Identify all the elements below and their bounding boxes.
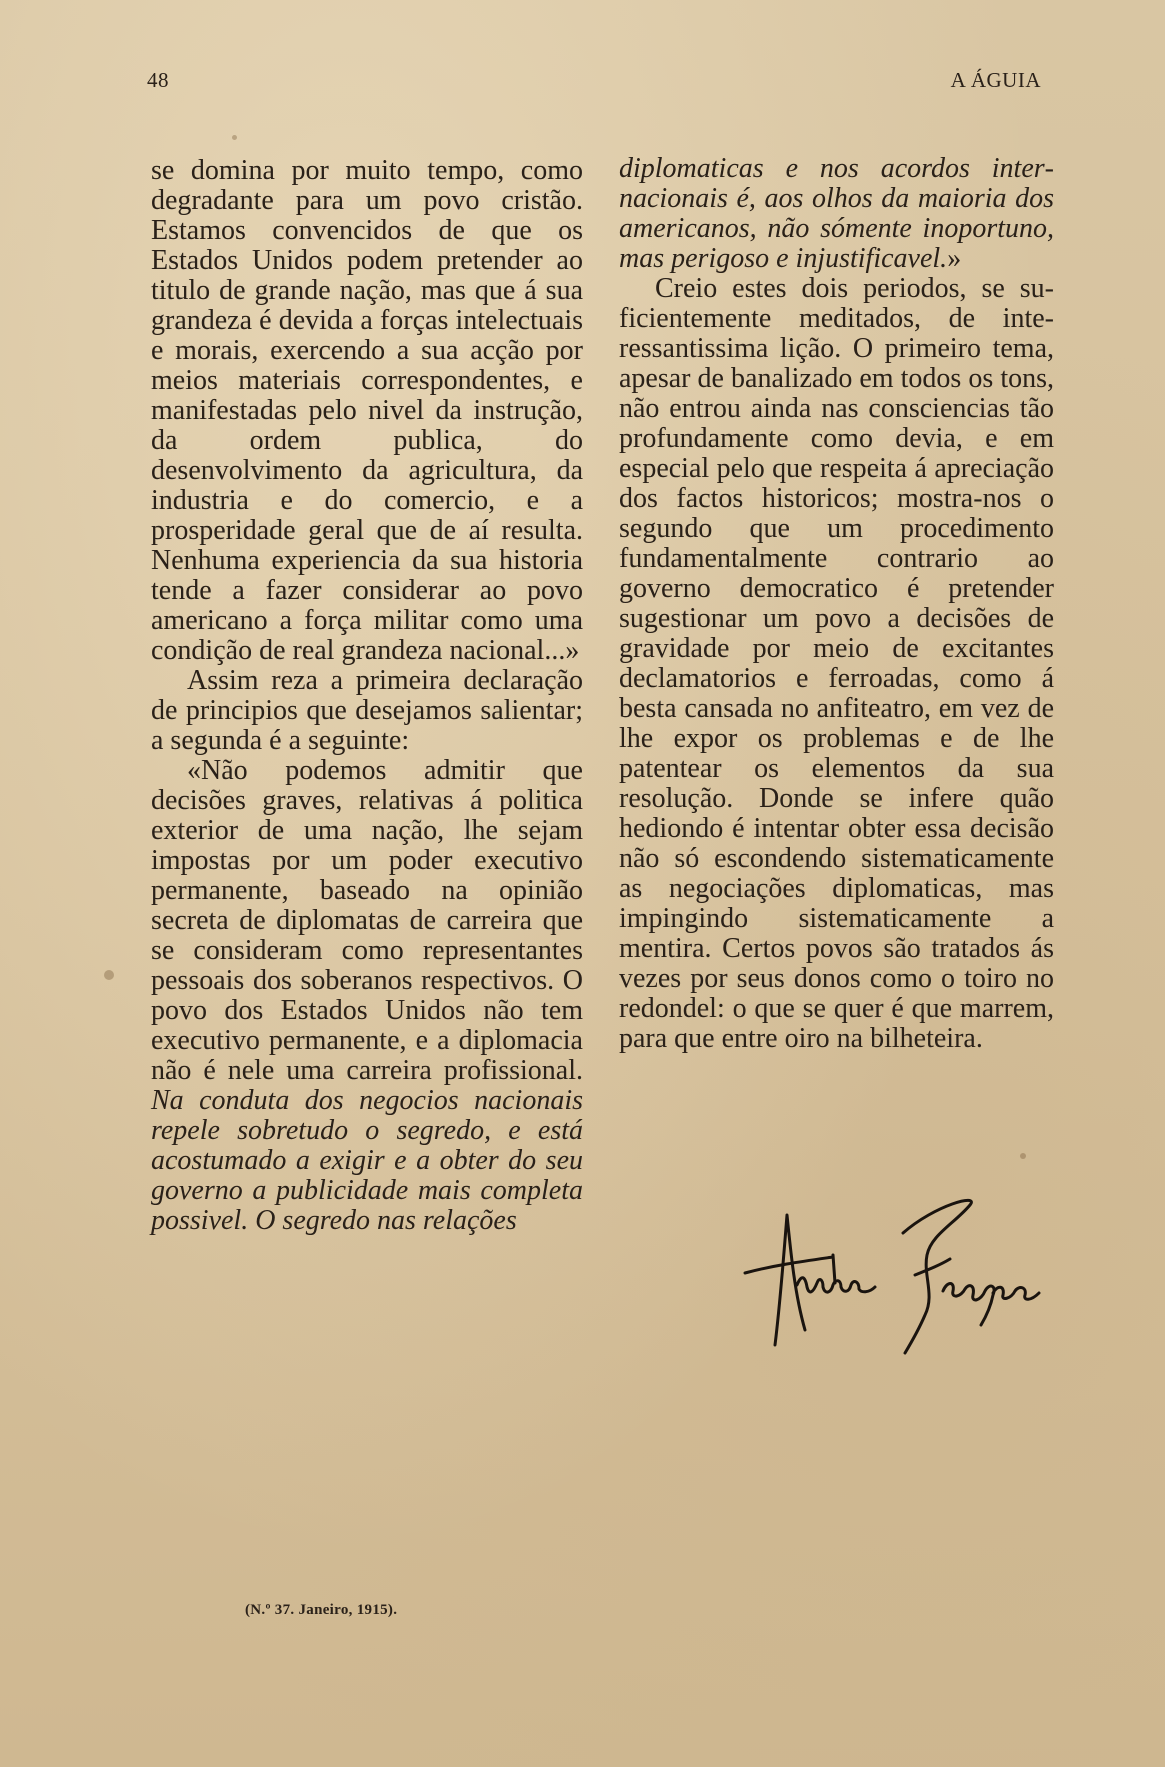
- page-number: 48: [147, 68, 169, 92]
- paragraph-text: «Não podemos admitir que decisões graves, relativas á politica exterior de uma nação, lhe sejam impostas por um poder executivo permanente, baseado na opinião secreta de diplomatas de carreira que se consideram como representantes pessoais dos soberanos respectivos. O povo dos Estados Unidos não tem executivo permanente, e a diplomacia não é nele uma carreira profissional.: [151, 755, 583, 1086]
- footer-note: (N.º 37. Janeiro, 1915).: [245, 1602, 398, 1618]
- quoted-paragraph: [151, 756, 583, 1236]
- left-column: [151, 156, 583, 1236]
- paragraph-text: se domina por muito tempo, como degradante para um povo cristão. Estamos convencidos de que os Estados Unidos podem pretender ao titulo de grande nação, mas que á sua grandeza é devida a forças intelectuais e morais, exercendo a sua acção por meios materiais correspondentes, e manifestadas pelo nivel da instrução, da ordem publica, do desenvolvimento da agricultura, da industria e do comercio, e a prosperidade geral que de aí resulta. Nenhuma experiencia da sua historia tende a fazer considerar ao povo americano a força militar como uma condição de real grandeza nacional...»: [151, 155, 583, 666]
- paper-stain: [1020, 1153, 1026, 1159]
- italic-text: Na conduta dos negocios nacionais repele sobretudo o segredo, e está acostumado a exigir e a obter do seu governo a publicidade mais completa possivel. O segredo nas relações: [151, 1085, 583, 1236]
- closing-quote: »: [947, 243, 962, 274]
- paragraph: Assim reza a primeira declaração de principios que desejamos salientar; a segunda é a seguinte:: [151, 665, 583, 756]
- paper-stain: [232, 135, 237, 140]
- italic-text: diplomaticas e nos acordos internacionais é, aos olhos da maioria dos americanos, não sómente inoportuno, mas perigoso e injustificavel.: [619, 153, 1054, 274]
- running-title: A ÁGUIA: [950, 68, 1041, 92]
- paper-stain: [104, 970, 114, 980]
- right-column: [619, 154, 1054, 1054]
- paragraph: Creio estes dois periodos, se suficientemente meditados, de interessantissima lição. O primeiro tema, apesar de banalizado em todos os tons, não entrou ainda nas consciencias tão profundamente como devia, e em especial pelo que respeita á apreciação dos factos historicos; mostra-nos o segundo que um procedimento fundamentalmente contrario ao governo democratico é pretender sugestionar um povo a decisões de gravidade por meio de excitantes declamatorios e ferroadas, como á besta cansada no anfiteatro, em vez de lhe expor os problemas e de lhe patentear os elementos da sua resolução. Donde se infere quão hediondo é intentar obter essa decisão não só escondendo sistematicamente as negociações diplomaticas, mas impingindo sistematicamente a mentira. Certos povos são tratados ás vezes por seus donos como o toiro no redondel: o que se quer é que marrem, para que entre oiro na bilheteira.: [619, 273, 1054, 1054]
- paragraph: [619, 154, 1054, 274]
- paragraph: [151, 156, 583, 666]
- signature: [735, 1195, 1055, 1355]
